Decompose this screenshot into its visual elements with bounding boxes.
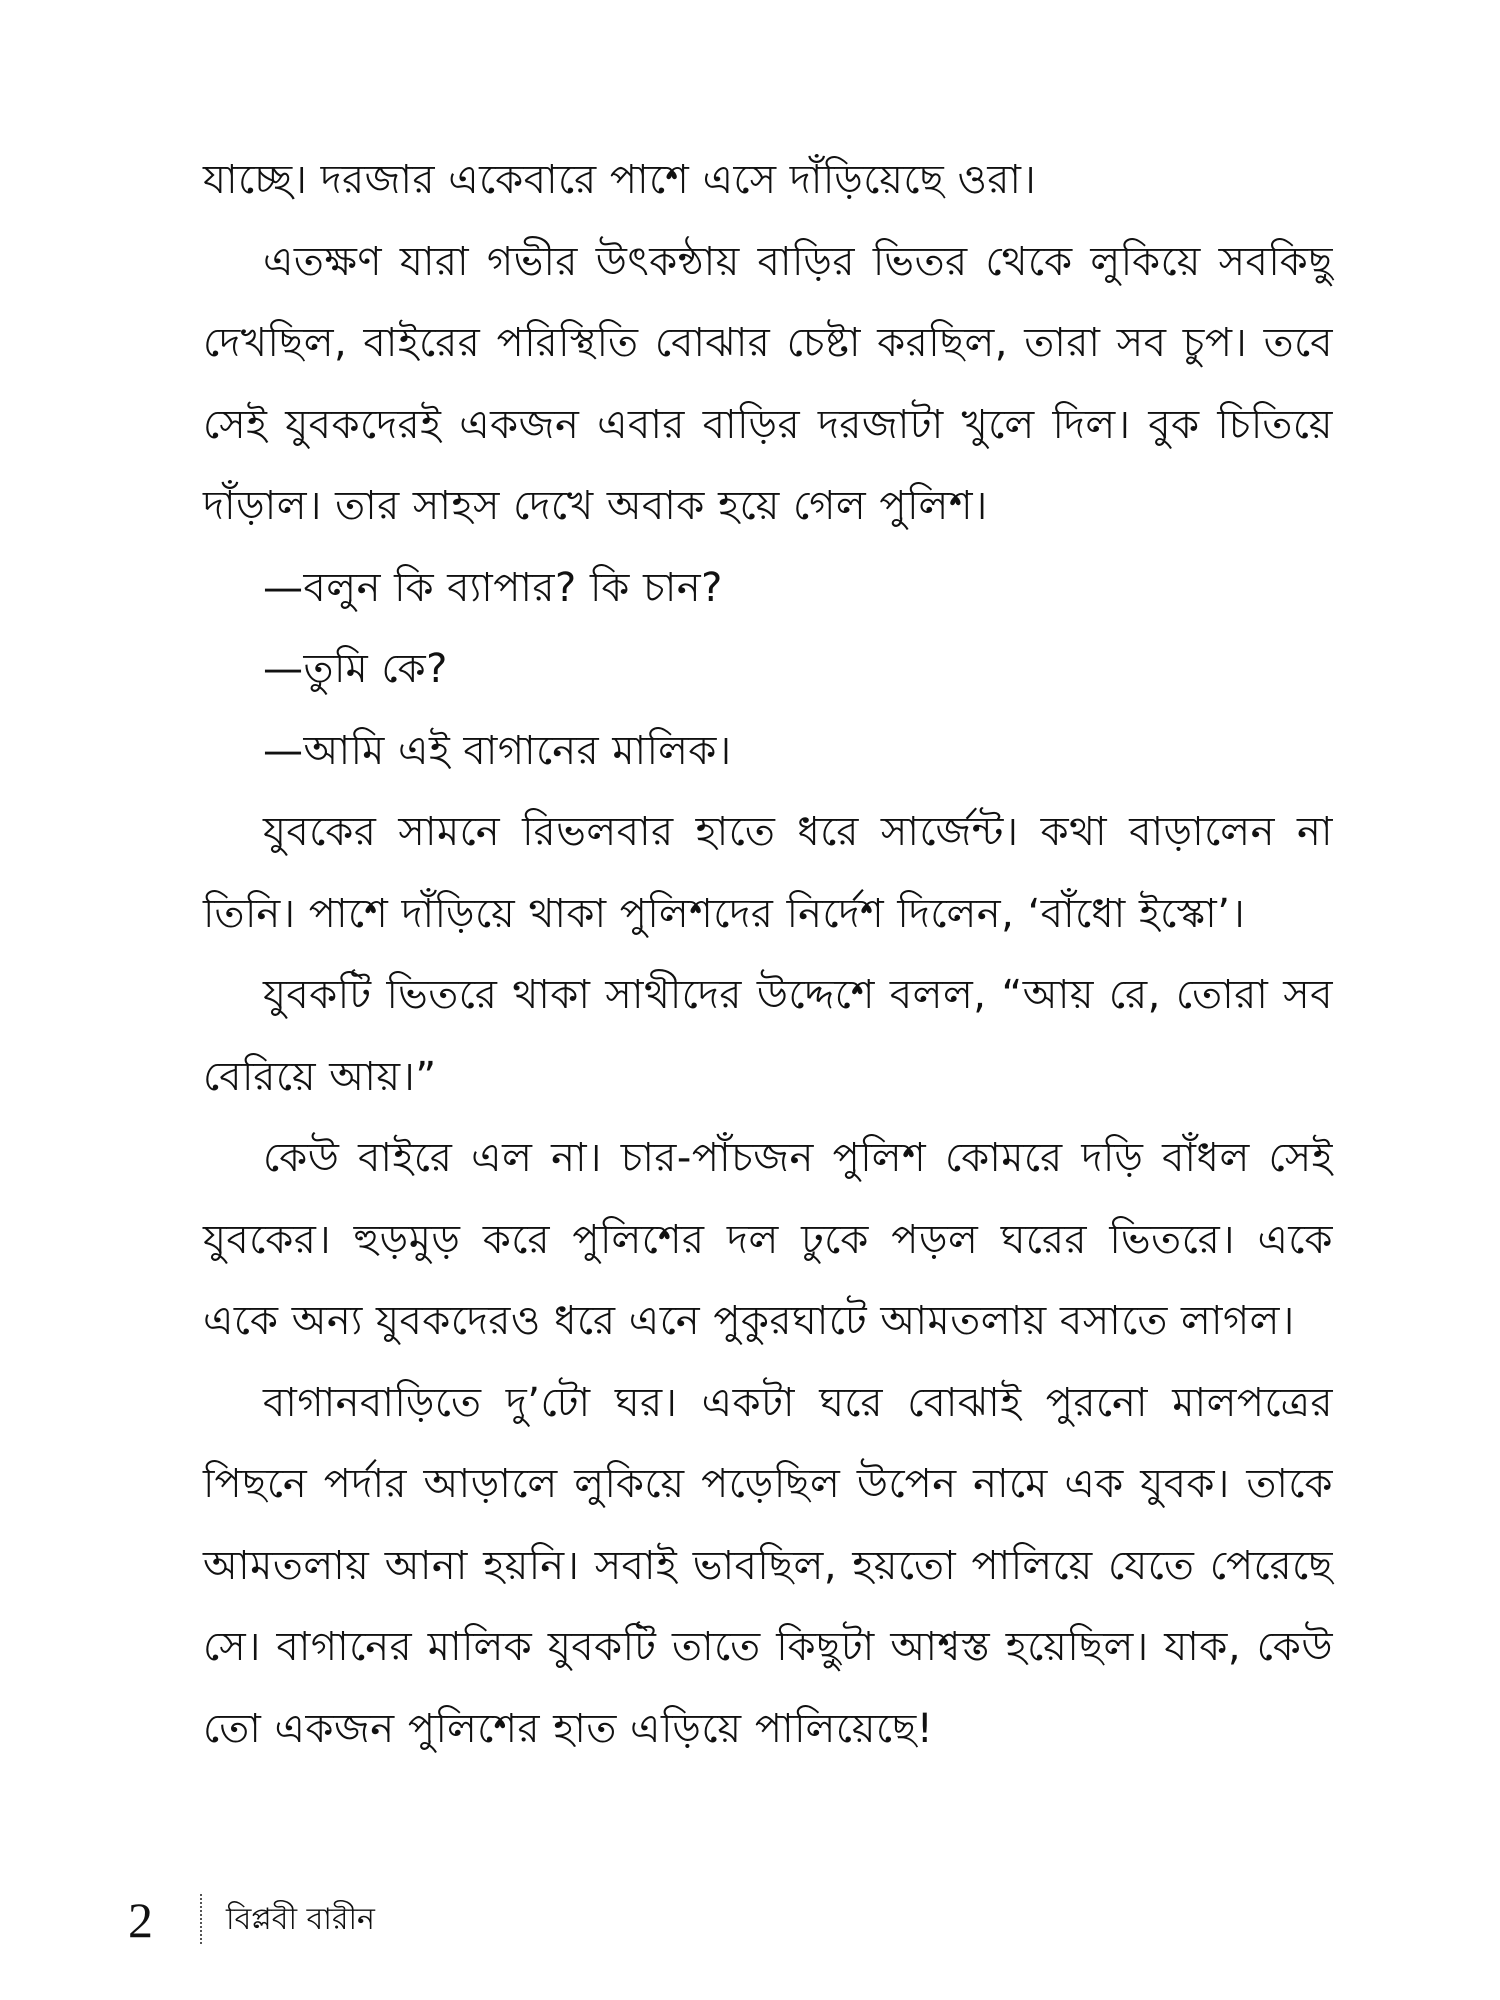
- dialogue-line-what-matter: —বলুন কি ব্যাপার? কি চান?: [263, 564, 723, 611]
- paragraph-upen-hiding: বাগানবাড়িতে দু’টো ঘর। একটা ঘরে বোঝাই পুরনো মালপত্রের পিছনে পর্দার আড়ালে লুকিয়ে পড়েছিল উপেন নামে এক যুবক। তাকে আমতলায় আনা হয়নি। সবাই ভাবছিল, হয়তো পালিয়ে যেতে পেরেছে সে। বাগানের মালিক যুবকটি তাতে কিছুটা আশ্বস্ত হয়েছিল। যাক, কেউ তো একজন পুলিশের হাত এড়িয়ে পালিয়েছে!: [203, 1379, 1333, 1752]
- running-book-title: বিপ্লবী বারীন: [226, 1902, 375, 1937]
- footer-divider: [200, 1894, 202, 1944]
- paragraph-sergeant: যুবকের সামনে রিভলবার হাতে ধরে সার্জেন্ট। কথা বাড়ালেন না তিনি। পাশে দাঁড়িয়ে থাকা পুলিশদের নির্দেশ দিলেন, ‘বাঁধো ইস্কো’।: [203, 809, 1333, 937]
- dialogue-line-who-are-you: —তুমি কে?: [263, 646, 448, 692]
- dialogue-line-owner: —আমি এই বাগানের মালিক।: [263, 727, 732, 774]
- page-footer: [128, 1890, 728, 1950]
- page-number: 2: [128, 1892, 153, 1948]
- page-body-text: [203, 140, 1333, 1770]
- paragraph-continuation: যাচ্ছে। দরজার একেবারে পাশে এসে দাঁড়িয়েছে ওরা।: [203, 157, 1037, 203]
- paragraph-hiding-youths: এতক্ষণ যারা গভীর উৎকন্ঠায় বাড়ির ভিতর থেকে লুকিয়ে সবকিছু দেখছিল, বাইরের পরিস্থিতি বোঝার চেষ্টা করছিল, তারা সব চুপ। তবে সেই যুবকদেরই একজন এবার বাড়ির দরজাটা খুলে দিল। বুক চিতিয়ে দাঁড়াল। তার সাহস দেখে অবাক হয়ে গেল পুলিশ।: [203, 238, 1333, 529]
- paragraph-arrest: কেউ বাইরে এল না। চার-পাঁচজন পুলিশ কোমরে দড়ি বাঁধল সেই যুবকের। হুড়মুড় করে পুলিশের দল ঢুকে পড়ল ঘরের ভিতরে। একে একে অন্য যুবকদেরও ধরে এনে পুকুরঘাটে আমতলায় বসাতে লাগল।: [203, 1135, 1333, 1344]
- paragraph-youth-calls: যুবকটি ভিতরে থাকা সাথীদের উদ্দেশে বলল, “আয় রে, তোরা সব বেরিয়ে আয়।”: [203, 972, 1333, 1100]
